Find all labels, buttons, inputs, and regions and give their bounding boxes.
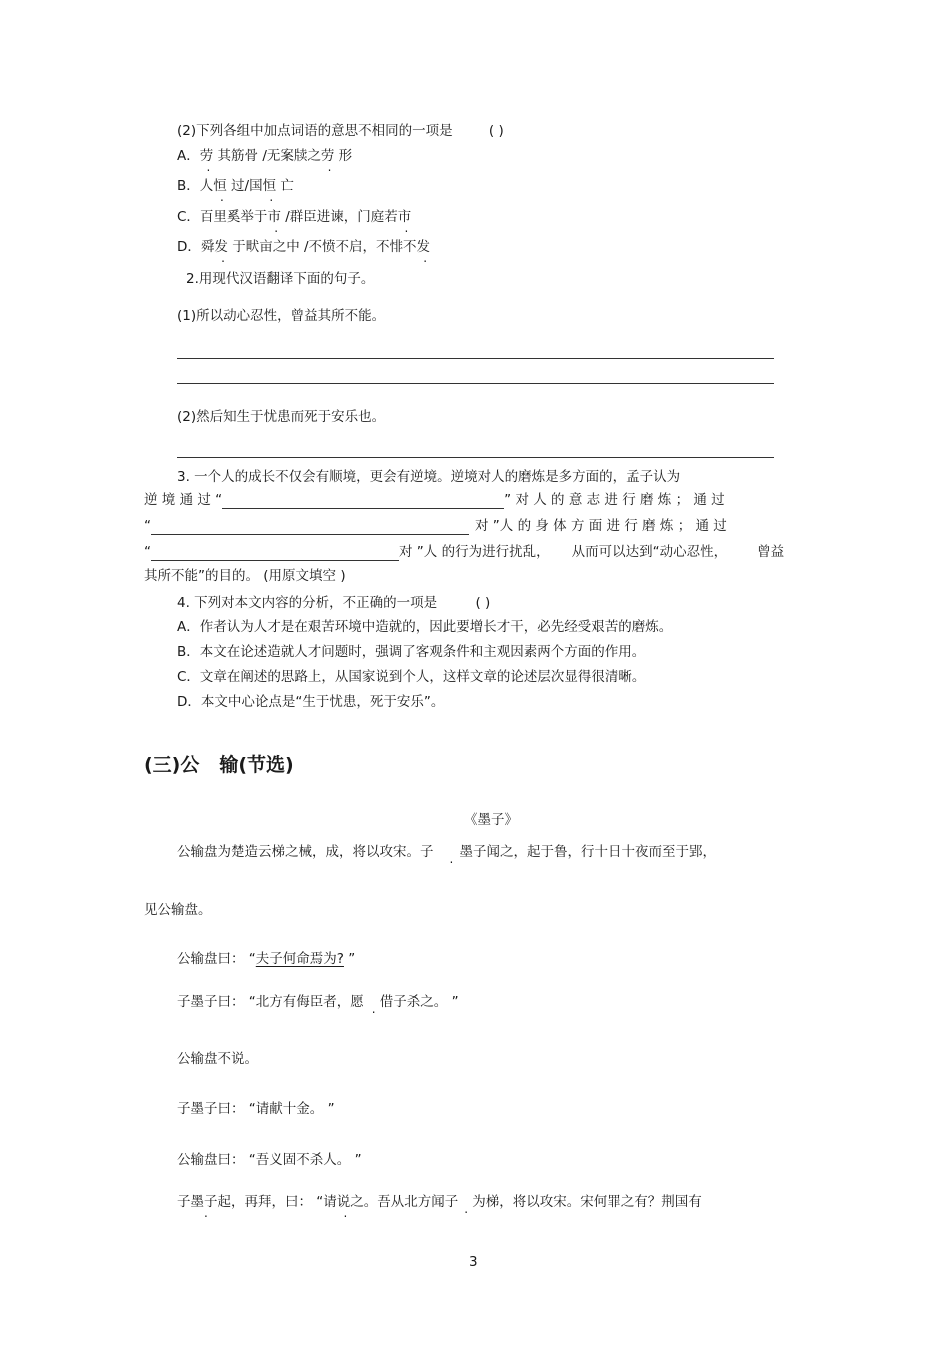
dotted-word: 子墨子起 [177,1194,231,1210]
underlined-quote: 夫子何命焉为? [255,951,344,967]
q3-text: “ [144,518,151,534]
option-text: 形 [334,148,353,164]
section-heading [144,750,294,777]
passage-text: 墨子闻之，起于鲁，行十日十夜而至于郢， [459,844,716,860]
option-label: C． [177,209,200,225]
dotted-word: 说 [336,1194,351,1210]
q3-text: ” 对 人 的 意 志 进 行 磨 炼 ； 通 过 [504,492,725,508]
q4-option-a: A．作者认为人才是在艰苦环境中造就的，因此要增长才干，必先经受艰苦的磨炼。 [177,619,673,635]
passage-para-5: 子墨子曰： “请献十金。 ” [177,1101,335,1117]
q4-option-b: B．本文在论述造就人才问题时，强调了客观条件和主观因素两个方面的作用。 [177,644,646,660]
option-text: 舜 [200,239,215,255]
passage-para-3 [177,993,459,1011]
q1-2-option-d [177,238,430,256]
q3-text: 对 ”人 的 身 体 方 面 进 行 磨 炼 ； 通 过 [475,518,727,534]
answer-line[interactable] [177,383,774,384]
q1-2-option-c [177,208,411,226]
option-label: A． [177,148,200,164]
passage-text: 之。吾从北方闻子 [350,1194,459,1210]
q3-line-3 [144,517,806,535]
option-text: 于畎亩之中 /不愤不启，不悱不 [227,239,417,255]
dotted-word: 劳 [320,148,335,164]
passage-text: 公输盘曰： “ [177,951,256,967]
passage-text: 为梯，将以攻宋。宋何罪之有？荆国有 [472,1194,702,1210]
q1-2-stem [177,122,504,140]
dotted-word: 恒 [213,178,227,194]
fill-blank[interactable] [151,546,399,561]
option-text: 其筋骨 /无案牍之 [213,148,321,164]
passage-text: 公输盘为楚造云梯之械，成，将以攻宋。子 [177,844,434,860]
q3-line-1: 3. 一个人的成长不仅会有顺境，更会有逆境。逆境对人的磨炼是多方面的，孟子认为 [177,469,681,485]
option-label: B． [177,178,200,194]
q3-text: 对 ”人 的行为进行扰乱， [399,544,550,560]
option-text: 过/国 [226,178,263,194]
dotted-word: 劳 [199,148,214,164]
q1-2-stem-text: (2)下列各组中加点词语的意思不相同的一项是 [177,123,453,139]
passage-para-1-cont: 见公输盘。 [144,902,212,918]
q3-line-4 [144,543,806,561]
q3-text: 曾益 [757,544,785,560]
answer-line[interactable] [177,358,774,359]
q4-option-c: C．文章在阐述的思路上，从国家说到个人，这样文章的论述层次显得很清晰。 [177,669,646,685]
option-text: 百里奚举于 [199,209,268,225]
passage-text: ” [343,951,356,967]
q1-2-option-a [177,147,352,165]
dotted-word: 市 [397,209,412,225]
q2-stem: 2.用现代汉语翻译下面的句子。 [186,271,375,287]
fill-blank[interactable] [151,520,469,535]
q4-stem-text: 4. 下列对本文内容的分析，不正确的一项是 [177,595,438,611]
q3-text: 从而可以达到“动心忍性， [571,544,728,560]
section-heading-part: (三)公 [144,754,200,776]
q4-answer-paren: ( ) [475,595,491,611]
q2-sentence-2: (2)然后知生于忧患而死于安乐也。 [177,409,386,425]
q3-text: “ [144,544,151,560]
passage-text: 子墨子曰： “北方有侮臣者，愿 [177,994,364,1010]
dotted-word: 发 [214,239,228,255]
section-heading-part: 输(节选) [219,754,294,776]
passage-text: ，再拜，曰： “请 [231,1194,337,1210]
page-number: 3 [469,1254,478,1270]
passage-text: 借子杀之。 ” [379,994,459,1010]
passage-para-6: 公输盘曰： “吾义固不杀人。 ” [177,1152,362,1168]
fill-blank[interactable] [222,494,504,509]
option-text: 人 [199,178,214,194]
passage-para-2 [177,950,355,968]
q1-2-option-b [177,177,294,195]
passage-para-1 [177,843,716,861]
passage-para-4: 公输盘不说。 [177,1051,258,1067]
q4-stem [177,594,490,612]
dotted-word: 发 [416,239,431,255]
option-label: D． [177,239,201,255]
option-text: /群臣进谏，门庭若 [280,209,398,225]
dotted-word: 恒 [262,178,277,194]
q1-2-answer-paren: ( ) [488,123,504,139]
passage-para-7 [177,1193,702,1211]
option-text: 亡 [276,178,294,194]
dotted-word: 市 [267,209,281,225]
author-source: 《墨子》 [464,812,518,828]
q3-text: 逆 境 通 过 “ [144,492,223,508]
q3-line-5: 其所不能”的目的。 (用原文填空 ) [144,568,346,584]
q4-option-d: D．本文中心论点是“生于忧患，死于安乐”。 [177,694,445,710]
q3-line-2 [144,491,806,509]
answer-line[interactable] [177,457,774,458]
q2-sentence-1: (1)所以动心忍性，曾益其所不能。 [177,308,386,324]
